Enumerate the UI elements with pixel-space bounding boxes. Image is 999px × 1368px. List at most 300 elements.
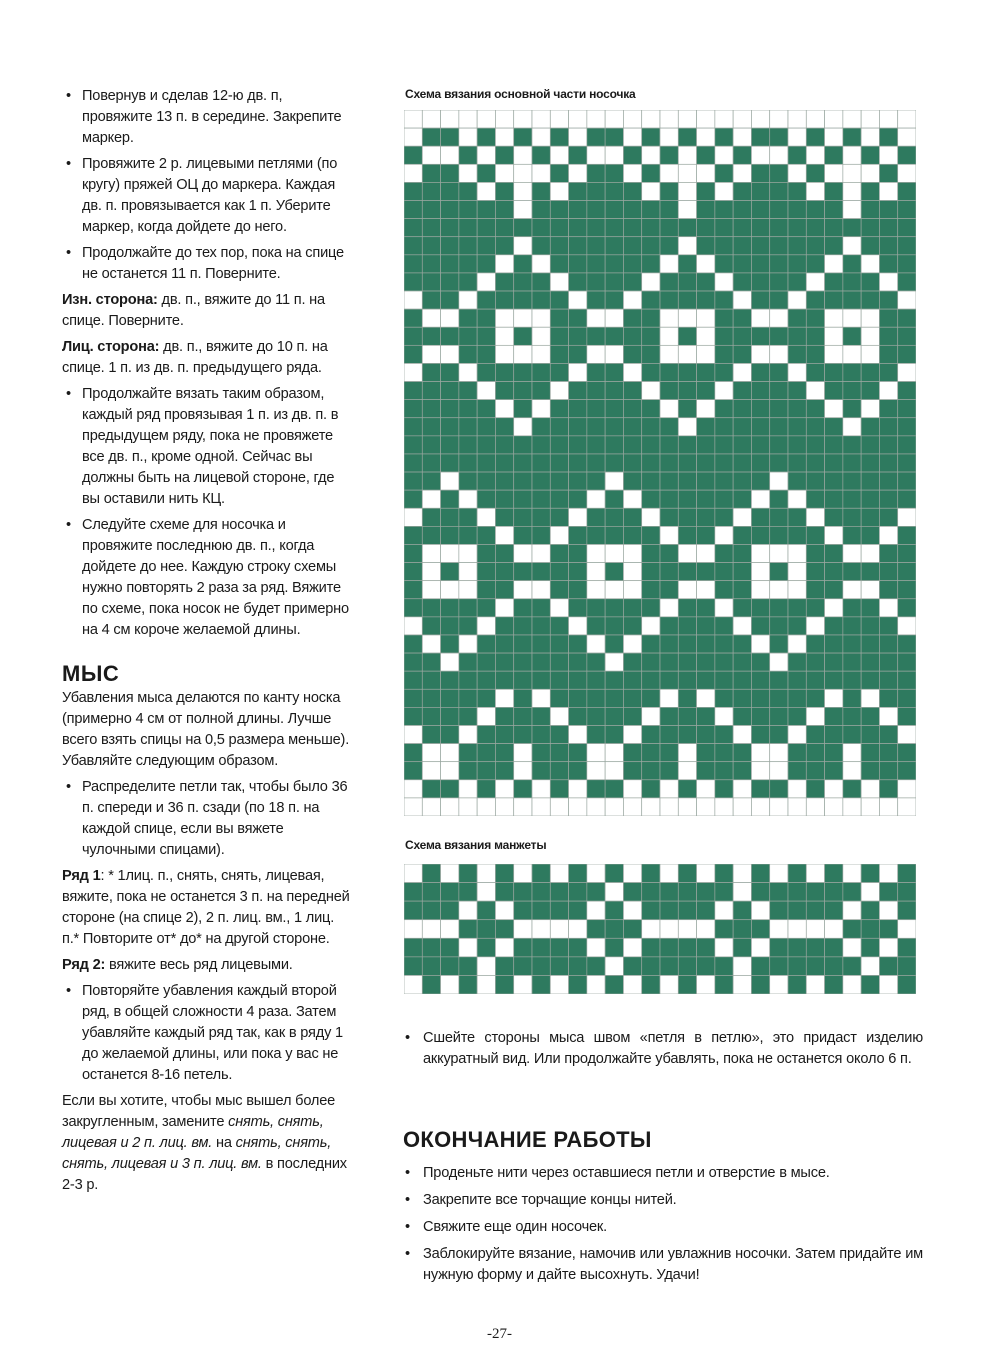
chart-cell — [788, 762, 806, 780]
chart-cell — [879, 400, 897, 418]
chart-cell — [477, 725, 495, 743]
chart-cell — [550, 472, 568, 490]
chart-cell — [623, 273, 641, 291]
chart-cell — [898, 798, 916, 816]
chart-cell — [550, 382, 568, 400]
chart-cell — [514, 544, 532, 562]
chart-cell — [751, 901, 769, 920]
chart-cell — [898, 883, 916, 902]
chart-cell — [441, 472, 459, 490]
chart-cell — [441, 901, 459, 920]
chart-cell — [550, 273, 568, 291]
chart-cell — [678, 128, 696, 146]
toe-heading: МЫС — [62, 661, 120, 686]
chart-cell — [404, 975, 422, 994]
chart-cell — [806, 671, 824, 689]
chart-cell — [898, 901, 916, 920]
chart-cell — [678, 864, 696, 883]
chart-cell — [751, 938, 769, 957]
chart-cell — [495, 707, 513, 725]
chart-cell — [569, 490, 587, 508]
chart-cell — [879, 201, 897, 219]
chart-cell — [825, 901, 843, 920]
chart-cell — [660, 436, 678, 454]
chart-cell — [532, 110, 550, 128]
chart-cell — [660, 382, 678, 400]
chart-cell — [623, 938, 641, 957]
chart-cell — [587, 110, 605, 128]
chart-cell — [879, 901, 897, 920]
chart-cell — [477, 418, 495, 436]
chart-cell — [404, 237, 422, 255]
chart-cell — [404, 617, 422, 635]
chart-cell — [660, 938, 678, 957]
chart-cell — [550, 599, 568, 617]
chart-cell — [514, 363, 532, 381]
chart-cell — [825, 762, 843, 780]
chart-cell — [788, 164, 806, 182]
chart-cell — [678, 671, 696, 689]
chart-cell — [532, 975, 550, 994]
chart-cell — [569, 798, 587, 816]
chart-cell — [514, 309, 532, 327]
chart-cell — [477, 883, 495, 902]
chart-cell — [788, 327, 806, 345]
chart-cell — [898, 707, 916, 725]
chart-cell — [459, 418, 477, 436]
chart-cell — [642, 255, 660, 273]
chart-cell — [569, 508, 587, 526]
chart-cell — [678, 454, 696, 472]
chart-cell — [477, 237, 495, 255]
chart-cell — [843, 164, 861, 182]
chart-cell — [605, 345, 623, 363]
chart-cell — [879, 182, 897, 200]
chart-cell — [715, 110, 733, 128]
chart-cell — [459, 975, 477, 994]
chart-cell — [477, 744, 495, 762]
chart-cell — [404, 146, 422, 164]
chart-cell — [404, 938, 422, 957]
chart-cell — [843, 291, 861, 309]
chart-cell — [697, 164, 715, 182]
chart-cell — [441, 327, 459, 345]
chart-cell — [404, 689, 422, 707]
chart-cell — [879, 418, 897, 436]
chart-cell — [660, 864, 678, 883]
chart-cell — [404, 128, 422, 146]
chart-cell — [404, 436, 422, 454]
chart-cell — [550, 901, 568, 920]
chart-cell — [532, 255, 550, 273]
chart-cell — [751, 653, 769, 671]
chart-cell — [605, 472, 623, 490]
chart-cell — [770, 617, 788, 635]
chart-cell — [532, 798, 550, 816]
chart-cell — [678, 327, 696, 345]
chart-cell — [806, 864, 824, 883]
chart-cell — [550, 635, 568, 653]
chart-cell — [605, 975, 623, 994]
chart-cell — [514, 725, 532, 743]
chart-cell — [550, 110, 568, 128]
chart-cell — [806, 975, 824, 994]
chart-cell — [806, 436, 824, 454]
chart-cell — [770, 345, 788, 363]
chart-cell — [514, 454, 532, 472]
chart-cell — [678, 635, 696, 653]
chart-cell — [843, 653, 861, 671]
chart-cell — [623, 436, 641, 454]
chart-cell — [550, 920, 568, 939]
chart-cell — [751, 237, 769, 255]
chart-cell — [788, 273, 806, 291]
chart-cell — [514, 164, 532, 182]
chart-cell — [569, 472, 587, 490]
chart-cell — [404, 920, 422, 939]
chart-cell — [660, 920, 678, 939]
chart-cell — [751, 635, 769, 653]
chart-cell — [532, 526, 550, 544]
chart-cell — [441, 436, 459, 454]
chart-cell — [697, 146, 715, 164]
chart-cell — [605, 255, 623, 273]
chart-cell — [569, 291, 587, 309]
chart-cell — [532, 400, 550, 418]
chart-cell — [678, 798, 696, 816]
chart-cell — [788, 563, 806, 581]
chart-cell — [587, 563, 605, 581]
chart-cell — [770, 219, 788, 237]
chart-cell — [843, 901, 861, 920]
chart-cell — [898, 744, 916, 762]
chart-cell — [587, 382, 605, 400]
chart-cell — [477, 291, 495, 309]
chart-cell — [605, 938, 623, 957]
chart-cell — [459, 635, 477, 653]
chart-cell — [532, 363, 550, 381]
chart-cell — [441, 635, 459, 653]
chart-cell — [422, 219, 440, 237]
chart-cell — [441, 201, 459, 219]
chart-cell — [861, 472, 879, 490]
chart-cell — [514, 327, 532, 345]
chart-cell — [642, 920, 660, 939]
chart-cell — [477, 363, 495, 381]
chart-cell — [861, 707, 879, 725]
chart-cell — [441, 291, 459, 309]
chart-cell — [697, 563, 715, 581]
chart-cell — [623, 599, 641, 617]
chart-cell — [514, 780, 532, 798]
chart-cell — [532, 762, 550, 780]
cuff-chart-caption: Схема вязания манжеты — [405, 838, 547, 852]
chart-cell — [495, 327, 513, 345]
chart-cell — [441, 526, 459, 544]
chart-cell — [770, 707, 788, 725]
list-item: • Проденьте нити через оставшиеся петли и отверстие в мысе. — [403, 1163, 923, 1184]
chart-cell — [697, 382, 715, 400]
chart-cell — [404, 780, 422, 798]
chart-cell — [569, 219, 587, 237]
chart-cell — [422, 883, 440, 902]
chart-cell — [459, 327, 477, 345]
chart-cell — [605, 363, 623, 381]
chart-cell — [550, 864, 568, 883]
chart-cell — [569, 707, 587, 725]
chart-cell — [550, 164, 568, 182]
chart-cell — [459, 671, 477, 689]
chart-cell — [660, 653, 678, 671]
chart-cell — [678, 526, 696, 544]
chart-cell — [843, 957, 861, 976]
chart-cell — [861, 128, 879, 146]
chart-cell — [514, 883, 532, 902]
chart-cell — [605, 273, 623, 291]
chart-cell — [806, 508, 824, 526]
chart-cell — [715, 864, 733, 883]
chart-cell — [642, 182, 660, 200]
chart-cell — [660, 255, 678, 273]
chart-cell — [678, 563, 696, 581]
chart-cell — [697, 327, 715, 345]
chart-cell — [715, 653, 733, 671]
chart-cell — [825, 182, 843, 200]
chart-cell — [569, 418, 587, 436]
chart-cell — [898, 436, 916, 454]
chart-cell — [569, 744, 587, 762]
chart-cell — [477, 901, 495, 920]
chart-cell — [715, 454, 733, 472]
chart-cell — [441, 599, 459, 617]
chart-cell — [806, 345, 824, 363]
chart-cell — [770, 128, 788, 146]
chart-cell — [642, 798, 660, 816]
chart-cell — [623, 309, 641, 327]
chart-cell — [825, 975, 843, 994]
chart-cell — [806, 400, 824, 418]
chart-cell — [879, 798, 897, 816]
chart-cell — [477, 957, 495, 976]
chart-cell — [623, 901, 641, 920]
chart-cell — [459, 653, 477, 671]
chart-cell — [733, 508, 751, 526]
chart-cell — [898, 617, 916, 635]
chart-cell — [788, 581, 806, 599]
chart-cell — [751, 957, 769, 976]
chart-cell — [660, 418, 678, 436]
row2-label: Ряд 2: — [62, 957, 106, 973]
chart-cell — [806, 273, 824, 291]
chart-cell — [623, 563, 641, 581]
chart-cell — [861, 975, 879, 994]
chart-cell — [843, 255, 861, 273]
chart-cell — [660, 327, 678, 345]
list-item: • Повторяйте убавления каждый второй ряд, в общей сложности 4 раза. Затем убавляйте каждый ряд так, как в ряду 1 до желаемой длины, или пока у вас не останется 8-16 петель. — [62, 981, 354, 1086]
chart-cell — [898, 599, 916, 617]
chart-cell — [715, 382, 733, 400]
chart-cell — [879, 975, 897, 994]
chart-cell — [587, 581, 605, 599]
chart-cell — [843, 201, 861, 219]
chart-cell — [715, 762, 733, 780]
chart-cell — [806, 237, 824, 255]
chart-cell — [879, 689, 897, 707]
chart-cell — [678, 707, 696, 725]
chart-cell — [861, 957, 879, 976]
finish-heading: ОКОНЧАНИЕ РАБОТЫ — [403, 1127, 652, 1152]
chart-cell — [587, 490, 605, 508]
chart-cell — [825, 725, 843, 743]
chart-cell — [550, 975, 568, 994]
chart-cell — [733, 744, 751, 762]
chart-cell — [495, 182, 513, 200]
chart-cell — [697, 110, 715, 128]
chart-cell — [770, 920, 788, 939]
chart-cell — [678, 544, 696, 562]
chart-cell — [843, 581, 861, 599]
chart-cell — [678, 920, 696, 939]
chart-cell — [806, 563, 824, 581]
chart-cell — [678, 382, 696, 400]
chart-cell — [422, 309, 440, 327]
chart-cell — [861, 920, 879, 939]
chart-cell — [806, 255, 824, 273]
chart-cell — [605, 146, 623, 164]
chart-cell — [459, 164, 477, 182]
chart-cell — [550, 938, 568, 957]
chart-cell — [642, 581, 660, 599]
chart-cell — [788, 454, 806, 472]
chart-cell — [459, 309, 477, 327]
chart-cell — [459, 508, 477, 526]
chart-cell — [642, 472, 660, 490]
chart-cell — [587, 418, 605, 436]
chart-cell — [898, 454, 916, 472]
chart-cell — [879, 780, 897, 798]
chart-cell — [422, 617, 440, 635]
chart-cell — [733, 707, 751, 725]
chart-cell — [751, 182, 769, 200]
chart-cell — [623, 418, 641, 436]
chart-cell — [514, 689, 532, 707]
chart-cell — [660, 957, 678, 976]
bullet-list-heel — [62, 86, 354, 285]
chart-cell — [879, 599, 897, 617]
chart-cell — [843, 544, 861, 562]
chart-cell — [587, 400, 605, 418]
chart-cell — [569, 975, 587, 994]
chart-cell — [697, 237, 715, 255]
chart-cell — [879, 363, 897, 381]
chart-cell — [441, 454, 459, 472]
chart-cell — [660, 526, 678, 544]
chart-cell — [569, 762, 587, 780]
chart-cell — [788, 345, 806, 363]
chart-cell — [697, 273, 715, 291]
chart-cell — [605, 526, 623, 544]
chart-cell — [605, 110, 623, 128]
chart-cell — [587, 707, 605, 725]
chart-cell — [623, 382, 641, 400]
chart-cell — [697, 864, 715, 883]
chart-cell — [733, 581, 751, 599]
chart-cell — [733, 255, 751, 273]
chart-cell — [569, 725, 587, 743]
chart-cell — [605, 725, 623, 743]
chart-cell — [715, 920, 733, 939]
chart-cell — [569, 309, 587, 327]
chart-cell — [825, 617, 843, 635]
chart-cell — [514, 707, 532, 725]
chart-cell — [422, 345, 440, 363]
chart-cell — [605, 418, 623, 436]
chart-cell — [788, 635, 806, 653]
chart-cell — [861, 744, 879, 762]
chart-cell — [422, 418, 440, 436]
chart-cell — [715, 725, 733, 743]
chart-cell — [642, 653, 660, 671]
chart-cell — [422, 382, 440, 400]
chart-cell — [605, 291, 623, 309]
seam-list — [403, 1028, 923, 1070]
chart-cell — [514, 599, 532, 617]
chart-cell — [825, 864, 843, 883]
chart-cell — [788, 255, 806, 273]
chart-cell — [404, 182, 422, 200]
chart-cell — [806, 110, 824, 128]
chart-cell — [879, 957, 897, 976]
chart-cell — [825, 219, 843, 237]
chart-cell — [788, 975, 806, 994]
chart-cell — [825, 418, 843, 436]
chart-cell — [751, 762, 769, 780]
chart-cell — [514, 957, 532, 976]
chart-cell — [587, 201, 605, 219]
list-item: • Свяжите еще один носочек. — [403, 1217, 923, 1238]
chart-cell — [422, 798, 440, 816]
chart-cell — [898, 146, 916, 164]
chart-cell — [879, 526, 897, 544]
chart-cell — [678, 617, 696, 635]
chart-cell — [715, 273, 733, 291]
chart-cell — [697, 201, 715, 219]
chart-cell — [825, 291, 843, 309]
chart-cell — [660, 671, 678, 689]
chart-cell — [770, 581, 788, 599]
chart-cell — [569, 671, 587, 689]
chart-cell — [404, 762, 422, 780]
chart-cell — [532, 544, 550, 562]
chart-cell — [770, 454, 788, 472]
chart-cell — [514, 219, 532, 237]
chart-cell — [879, 883, 897, 902]
chart-cell — [678, 345, 696, 363]
chart-cell — [422, 201, 440, 219]
chart-cell — [660, 744, 678, 762]
chart-cell — [642, 689, 660, 707]
bullet-list-continue — [62, 384, 354, 641]
chart-cell — [404, 309, 422, 327]
chart-cell — [441, 798, 459, 816]
chart-cell — [514, 146, 532, 164]
chart-cell — [697, 526, 715, 544]
chart-cell — [788, 309, 806, 327]
chart-cell — [623, 110, 641, 128]
chart-cell — [733, 599, 751, 617]
chart-cell — [697, 635, 715, 653]
chart-cell — [532, 128, 550, 146]
